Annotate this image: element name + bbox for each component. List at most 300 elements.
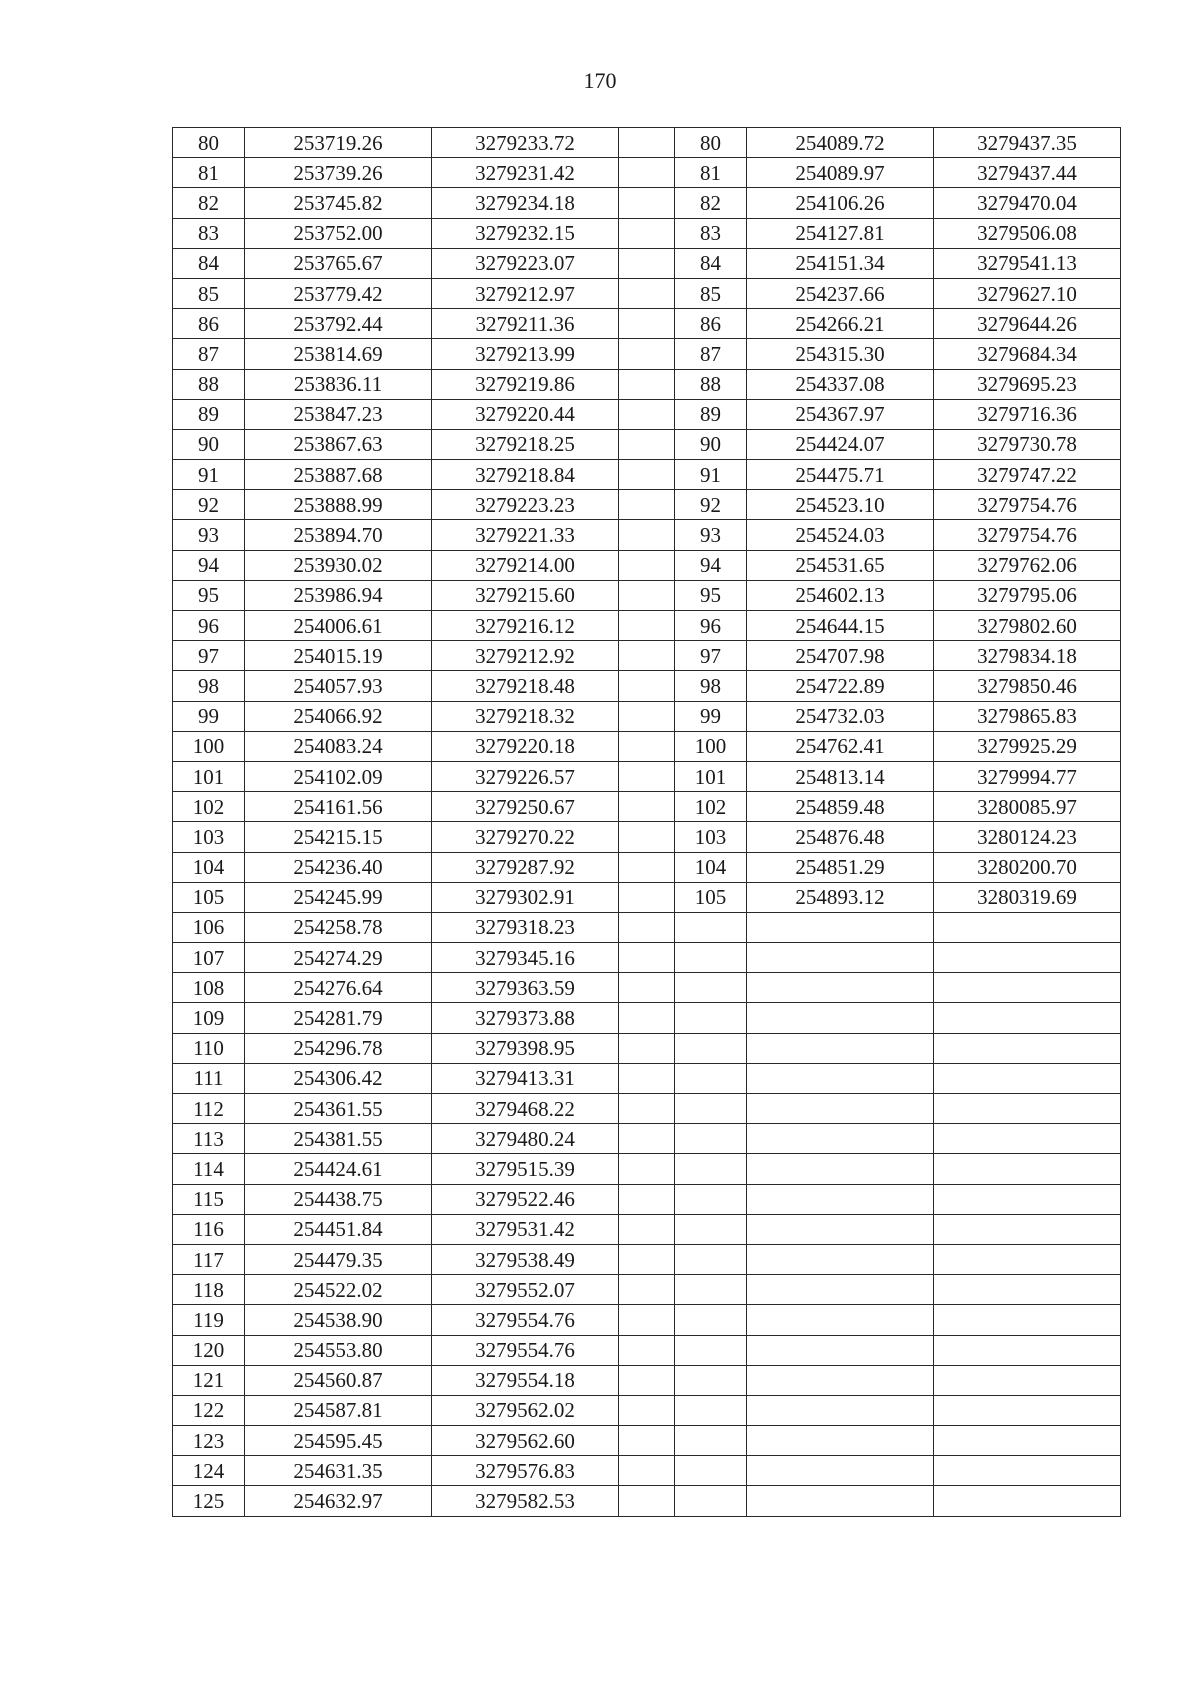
left-point-number-cell: 97 — [173, 641, 245, 671]
right-x-coordinate-cell — [747, 1003, 934, 1033]
left-y-coordinate-cell: 3279212.92 — [432, 641, 619, 671]
right-x-coordinate-cell — [747, 973, 934, 1003]
left-point-number-cell: 122 — [173, 1395, 245, 1425]
left-y-coordinate-cell: 3279562.02 — [432, 1395, 619, 1425]
left-point-number-cell: 103 — [173, 822, 245, 852]
table-row — [173, 580, 1121, 610]
table-row — [173, 339, 1121, 369]
right-point-number-cell: 104 — [675, 852, 747, 882]
right-x-coordinate-cell: 254707.98 — [747, 641, 934, 671]
right-y-coordinate-cell: 3279437.44 — [934, 158, 1121, 188]
right-y-coordinate-cell — [934, 1486, 1121, 1516]
right-x-coordinate-cell: 254475.71 — [747, 460, 934, 490]
table-row — [173, 671, 1121, 701]
left-y-coordinate-cell: 3279318.23 — [432, 912, 619, 942]
right-y-coordinate-cell — [934, 1365, 1121, 1395]
left-point-number-cell: 82 — [173, 188, 245, 218]
right-y-coordinate-cell — [934, 1244, 1121, 1274]
right-y-coordinate-cell: 3279716.36 — [934, 399, 1121, 429]
right-x-coordinate-cell — [747, 1335, 934, 1365]
table-row — [173, 1154, 1121, 1184]
left-y-coordinate-cell: 3279223.07 — [432, 248, 619, 278]
right-point-number-cell — [675, 1033, 747, 1063]
right-x-coordinate-cell — [747, 1456, 934, 1486]
gap-cell — [619, 822, 675, 852]
right-point-number-cell: 90 — [675, 429, 747, 459]
left-x-coordinate-cell: 253887.68 — [245, 460, 432, 490]
left-point-number-cell: 119 — [173, 1305, 245, 1335]
table-row — [173, 460, 1121, 490]
right-x-coordinate-cell: 254602.13 — [747, 580, 934, 610]
table-row — [173, 761, 1121, 791]
gap-cell — [619, 1365, 675, 1395]
right-x-coordinate-cell — [747, 1244, 934, 1274]
gap-cell — [619, 580, 675, 610]
left-point-number-cell: 113 — [173, 1124, 245, 1154]
right-y-coordinate-cell — [934, 912, 1121, 942]
right-x-coordinate-cell — [747, 1124, 934, 1154]
left-x-coordinate-cell: 254161.56 — [245, 792, 432, 822]
right-point-number-cell: 81 — [675, 158, 747, 188]
right-y-coordinate-cell: 3279730.78 — [934, 429, 1121, 459]
right-y-coordinate-cell — [934, 973, 1121, 1003]
table-row — [173, 943, 1121, 973]
left-point-number-cell: 98 — [173, 671, 245, 701]
left-y-coordinate-cell: 3279515.39 — [432, 1154, 619, 1184]
left-x-coordinate-cell: 253888.99 — [245, 490, 432, 520]
left-y-coordinate-cell: 3279219.86 — [432, 369, 619, 399]
gap-cell — [619, 852, 675, 882]
right-x-coordinate-cell: 254151.34 — [747, 248, 934, 278]
left-point-number-cell: 90 — [173, 429, 245, 459]
table-row — [173, 309, 1121, 339]
left-y-coordinate-cell: 3279373.88 — [432, 1003, 619, 1033]
left-point-number-cell: 93 — [173, 520, 245, 550]
gap-cell — [619, 369, 675, 399]
right-y-coordinate-cell — [934, 1094, 1121, 1124]
right-point-number-cell — [675, 1003, 747, 1033]
gap-cell — [619, 1305, 675, 1335]
right-x-coordinate-cell — [747, 1154, 934, 1184]
left-x-coordinate-cell: 254632.97 — [245, 1486, 432, 1516]
right-y-coordinate-cell: 3279754.76 — [934, 490, 1121, 520]
gap-cell — [619, 1395, 675, 1425]
right-point-number-cell — [675, 973, 747, 1003]
table-row — [173, 520, 1121, 550]
gap-cell — [619, 761, 675, 791]
right-y-coordinate-cell — [934, 1426, 1121, 1456]
gap-cell — [619, 882, 675, 912]
left-x-coordinate-cell: 254631.35 — [245, 1456, 432, 1486]
left-x-coordinate-cell: 253745.82 — [245, 188, 432, 218]
left-y-coordinate-cell: 3279223.23 — [432, 490, 619, 520]
left-point-number-cell: 117 — [173, 1244, 245, 1274]
right-point-number-cell: 96 — [675, 611, 747, 641]
table-row — [173, 128, 1121, 158]
right-x-coordinate-cell — [747, 912, 934, 942]
right-point-number-cell — [675, 1244, 747, 1274]
left-point-number-cell: 115 — [173, 1184, 245, 1214]
right-point-number-cell: 101 — [675, 761, 747, 791]
gap-cell — [619, 1486, 675, 1516]
right-point-number-cell — [675, 1063, 747, 1093]
left-x-coordinate-cell: 254306.42 — [245, 1063, 432, 1093]
left-y-coordinate-cell: 3279554.76 — [432, 1335, 619, 1365]
right-y-coordinate-cell — [934, 1395, 1121, 1425]
table-row — [173, 1063, 1121, 1093]
right-x-coordinate-cell — [747, 1426, 934, 1456]
right-x-coordinate-cell — [747, 1275, 934, 1305]
left-x-coordinate-cell: 254560.87 — [245, 1365, 432, 1395]
right-point-number-cell: 83 — [675, 218, 747, 248]
left-y-coordinate-cell: 3279522.46 — [432, 1184, 619, 1214]
left-point-number-cell: 88 — [173, 369, 245, 399]
gap-cell — [619, 1154, 675, 1184]
right-point-number-cell: 86 — [675, 309, 747, 339]
left-point-number-cell: 84 — [173, 248, 245, 278]
right-x-coordinate-cell: 254531.65 — [747, 550, 934, 580]
left-y-coordinate-cell: 3279218.25 — [432, 429, 619, 459]
left-y-coordinate-cell: 3279221.33 — [432, 520, 619, 550]
table-row — [173, 912, 1121, 942]
right-point-number-cell — [675, 1305, 747, 1335]
table-row — [173, 641, 1121, 671]
left-x-coordinate-cell: 253836.11 — [245, 369, 432, 399]
right-point-number-cell — [675, 1486, 747, 1516]
coordinate-table-body — [173, 128, 1121, 1517]
gap-cell — [619, 399, 675, 429]
gap-cell — [619, 460, 675, 490]
right-point-number-cell — [675, 912, 747, 942]
right-x-coordinate-cell: 254127.81 — [747, 218, 934, 248]
left-point-number-cell: 118 — [173, 1275, 245, 1305]
right-x-coordinate-cell — [747, 1033, 934, 1063]
left-point-number-cell: 89 — [173, 399, 245, 429]
right-y-coordinate-cell — [934, 1335, 1121, 1365]
left-point-number-cell: 124 — [173, 1456, 245, 1486]
left-point-number-cell: 108 — [173, 973, 245, 1003]
left-point-number-cell: 110 — [173, 1033, 245, 1063]
table-row — [173, 882, 1121, 912]
right-y-coordinate-cell — [934, 1214, 1121, 1244]
left-x-coordinate-cell: 254296.78 — [245, 1033, 432, 1063]
right-x-coordinate-cell: 254813.14 — [747, 761, 934, 791]
left-point-number-cell: 116 — [173, 1214, 245, 1244]
right-point-number-cell — [675, 1214, 747, 1244]
right-x-coordinate-cell — [747, 1365, 934, 1395]
gap-cell — [619, 1275, 675, 1305]
left-point-number-cell: 83 — [173, 218, 245, 248]
table-row — [173, 550, 1121, 580]
left-point-number-cell: 100 — [173, 731, 245, 761]
right-x-coordinate-cell: 254876.48 — [747, 822, 934, 852]
right-point-number-cell — [675, 1184, 747, 1214]
gap-cell — [619, 1426, 675, 1456]
right-y-coordinate-cell: 3279437.35 — [934, 128, 1121, 158]
table-row — [173, 1335, 1121, 1365]
table-row — [173, 1214, 1121, 1244]
left-x-coordinate-cell: 254361.55 — [245, 1094, 432, 1124]
gap-cell — [619, 912, 675, 942]
left-y-coordinate-cell: 3279302.91 — [432, 882, 619, 912]
gap-cell — [619, 128, 675, 158]
left-x-coordinate-cell: 254538.90 — [245, 1305, 432, 1335]
right-y-coordinate-cell — [934, 1003, 1121, 1033]
table-row — [173, 852, 1121, 882]
right-y-coordinate-cell: 3279865.83 — [934, 701, 1121, 731]
left-y-coordinate-cell: 3279215.60 — [432, 580, 619, 610]
right-y-coordinate-cell — [934, 1184, 1121, 1214]
left-y-coordinate-cell: 3279345.16 — [432, 943, 619, 973]
table-row — [173, 822, 1121, 852]
right-point-number-cell: 98 — [675, 671, 747, 701]
right-y-coordinate-cell: 3279541.13 — [934, 248, 1121, 278]
left-point-number-cell: 94 — [173, 550, 245, 580]
right-y-coordinate-cell: 3280200.70 — [934, 852, 1121, 882]
right-point-number-cell: 87 — [675, 339, 747, 369]
right-x-coordinate-cell: 254337.08 — [747, 369, 934, 399]
left-y-coordinate-cell: 3279211.36 — [432, 309, 619, 339]
right-y-coordinate-cell: 3279795.06 — [934, 580, 1121, 610]
table-row — [173, 1305, 1121, 1335]
left-x-coordinate-cell: 254015.19 — [245, 641, 432, 671]
right-y-coordinate-cell — [934, 943, 1121, 973]
left-point-number-cell: 111 — [173, 1063, 245, 1093]
left-point-number-cell: 109 — [173, 1003, 245, 1033]
left-point-number-cell: 80 — [173, 128, 245, 158]
right-point-number-cell: 105 — [675, 882, 747, 912]
right-y-coordinate-cell: 3279762.06 — [934, 550, 1121, 580]
gap-cell — [619, 1184, 675, 1214]
right-y-coordinate-cell: 3279644.26 — [934, 309, 1121, 339]
left-point-number-cell: 101 — [173, 761, 245, 791]
gap-cell — [619, 1124, 675, 1154]
right-point-number-cell — [675, 1094, 747, 1124]
gap-cell — [619, 309, 675, 339]
table-row — [173, 188, 1121, 218]
table-row — [173, 490, 1121, 520]
gap-cell — [619, 1214, 675, 1244]
table-row — [173, 158, 1121, 188]
right-x-coordinate-cell: 254315.30 — [747, 339, 934, 369]
left-x-coordinate-cell: 253930.02 — [245, 550, 432, 580]
left-y-coordinate-cell: 3279480.24 — [432, 1124, 619, 1154]
left-x-coordinate-cell: 254276.64 — [245, 973, 432, 1003]
table-row — [173, 731, 1121, 761]
right-x-coordinate-cell: 254851.29 — [747, 852, 934, 882]
gap-cell — [619, 611, 675, 641]
left-point-number-cell: 81 — [173, 158, 245, 188]
left-y-coordinate-cell: 3279234.18 — [432, 188, 619, 218]
left-x-coordinate-cell: 254438.75 — [245, 1184, 432, 1214]
left-x-coordinate-cell: 254595.45 — [245, 1426, 432, 1456]
right-y-coordinate-cell: 3280124.23 — [934, 822, 1121, 852]
left-point-number-cell: 114 — [173, 1154, 245, 1184]
right-point-number-cell — [675, 1275, 747, 1305]
table-row — [173, 1184, 1121, 1214]
left-point-number-cell: 92 — [173, 490, 245, 520]
gap-cell — [619, 973, 675, 1003]
table-row — [173, 1244, 1121, 1274]
right-point-number-cell: 103 — [675, 822, 747, 852]
left-y-coordinate-cell: 3279212.97 — [432, 278, 619, 308]
right-x-coordinate-cell — [747, 1184, 934, 1214]
right-x-coordinate-cell — [747, 1214, 934, 1244]
left-point-number-cell: 125 — [173, 1486, 245, 1516]
right-point-number-cell — [675, 1365, 747, 1395]
table-row — [173, 701, 1121, 731]
left-y-coordinate-cell: 3279218.32 — [432, 701, 619, 731]
left-y-coordinate-cell: 3279214.00 — [432, 550, 619, 580]
left-y-coordinate-cell: 3279226.57 — [432, 761, 619, 791]
left-point-number-cell: 104 — [173, 852, 245, 882]
left-point-number-cell: 107 — [173, 943, 245, 973]
right-y-coordinate-cell: 3279695.23 — [934, 369, 1121, 399]
left-point-number-cell: 85 — [173, 278, 245, 308]
gap-cell — [619, 218, 675, 248]
gap-cell — [619, 1094, 675, 1124]
left-x-coordinate-cell: 254245.99 — [245, 882, 432, 912]
left-y-coordinate-cell: 3279250.67 — [432, 792, 619, 822]
table-row — [173, 248, 1121, 278]
right-point-number-cell: 102 — [675, 792, 747, 822]
left-y-coordinate-cell: 3279287.92 — [432, 852, 619, 882]
table-row — [173, 1395, 1121, 1425]
left-x-coordinate-cell: 253779.42 — [245, 278, 432, 308]
right-y-coordinate-cell: 3279684.34 — [934, 339, 1121, 369]
right-x-coordinate-cell: 254893.12 — [747, 882, 934, 912]
gap-cell — [619, 188, 675, 218]
left-x-coordinate-cell: 253739.26 — [245, 158, 432, 188]
right-y-coordinate-cell — [934, 1033, 1121, 1063]
left-x-coordinate-cell: 253719.26 — [245, 128, 432, 158]
gap-cell — [619, 278, 675, 308]
right-y-coordinate-cell: 3279627.10 — [934, 278, 1121, 308]
table-row — [173, 399, 1121, 429]
left-x-coordinate-cell: 253986.94 — [245, 580, 432, 610]
table-row — [173, 369, 1121, 399]
left-x-coordinate-cell: 254057.93 — [245, 671, 432, 701]
right-point-number-cell: 94 — [675, 550, 747, 580]
right-point-number-cell: 99 — [675, 701, 747, 731]
left-point-number-cell: 96 — [173, 611, 245, 641]
right-y-coordinate-cell: 3280319.69 — [934, 882, 1121, 912]
left-x-coordinate-cell: 254522.02 — [245, 1275, 432, 1305]
gap-cell — [619, 550, 675, 580]
right-x-coordinate-cell: 254089.97 — [747, 158, 934, 188]
right-point-number-cell — [675, 1456, 747, 1486]
gap-cell — [619, 1033, 675, 1063]
right-x-coordinate-cell — [747, 1486, 934, 1516]
right-point-number-cell — [675, 1426, 747, 1456]
gap-cell — [619, 429, 675, 459]
left-point-number-cell: 102 — [173, 792, 245, 822]
right-point-number-cell — [675, 1124, 747, 1154]
left-y-coordinate-cell: 3279552.07 — [432, 1275, 619, 1305]
right-x-coordinate-cell: 254237.66 — [747, 278, 934, 308]
table-row — [173, 1486, 1121, 1516]
gap-cell — [619, 520, 675, 550]
right-point-number-cell: 92 — [675, 490, 747, 520]
left-y-coordinate-cell: 3279218.84 — [432, 460, 619, 490]
left-y-coordinate-cell: 3279576.83 — [432, 1456, 619, 1486]
right-x-coordinate-cell — [747, 1305, 934, 1335]
gap-cell — [619, 1244, 675, 1274]
right-y-coordinate-cell — [934, 1275, 1121, 1305]
right-y-coordinate-cell: 3279834.18 — [934, 641, 1121, 671]
left-x-coordinate-cell: 253867.63 — [245, 429, 432, 459]
right-y-coordinate-cell — [934, 1154, 1121, 1184]
left-x-coordinate-cell: 254451.84 — [245, 1214, 432, 1244]
left-x-coordinate-cell: 254381.55 — [245, 1124, 432, 1154]
page-number: 170 — [583, 68, 617, 93]
right-y-coordinate-cell: 3280085.97 — [934, 792, 1121, 822]
left-x-coordinate-cell: 254553.80 — [245, 1335, 432, 1365]
right-y-coordinate-cell — [934, 1124, 1121, 1154]
left-point-number-cell: 106 — [173, 912, 245, 942]
gap-cell — [619, 641, 675, 671]
right-point-number-cell: 91 — [675, 460, 747, 490]
right-x-coordinate-cell: 254722.89 — [747, 671, 934, 701]
left-y-coordinate-cell: 3279233.72 — [432, 128, 619, 158]
gap-cell — [619, 943, 675, 973]
left-point-number-cell: 87 — [173, 339, 245, 369]
right-x-coordinate-cell: 254266.21 — [747, 309, 934, 339]
gap-cell — [619, 248, 675, 278]
right-x-coordinate-cell: 254367.97 — [747, 399, 934, 429]
left-point-number-cell: 120 — [173, 1335, 245, 1365]
left-point-number-cell: 105 — [173, 882, 245, 912]
gap-cell — [619, 1003, 675, 1033]
left-y-coordinate-cell: 3279218.48 — [432, 671, 619, 701]
left-x-coordinate-cell: 253814.69 — [245, 339, 432, 369]
right-x-coordinate-cell: 254859.48 — [747, 792, 934, 822]
right-x-coordinate-cell — [747, 1063, 934, 1093]
right-point-number-cell: 80 — [675, 128, 747, 158]
table-row — [173, 1033, 1121, 1063]
left-x-coordinate-cell: 254066.92 — [245, 701, 432, 731]
right-x-coordinate-cell: 254106.26 — [747, 188, 934, 218]
left-x-coordinate-cell: 253894.70 — [245, 520, 432, 550]
right-point-number-cell — [675, 1335, 747, 1365]
right-x-coordinate-cell: 254762.41 — [747, 731, 934, 761]
left-x-coordinate-cell: 254006.61 — [245, 611, 432, 641]
right-y-coordinate-cell — [934, 1456, 1121, 1486]
left-y-coordinate-cell: 3279231.42 — [432, 158, 619, 188]
gap-cell — [619, 701, 675, 731]
left-x-coordinate-cell: 254479.35 — [245, 1244, 432, 1274]
right-x-coordinate-cell: 254732.03 — [747, 701, 934, 731]
right-y-coordinate-cell: 3279506.08 — [934, 218, 1121, 248]
right-x-coordinate-cell — [747, 943, 934, 973]
left-y-coordinate-cell: 3279270.22 — [432, 822, 619, 852]
left-point-number-cell: 121 — [173, 1365, 245, 1395]
right-point-number-cell: 89 — [675, 399, 747, 429]
left-y-coordinate-cell: 3279213.99 — [432, 339, 619, 369]
table-row — [173, 1003, 1121, 1033]
left-point-number-cell: 86 — [173, 309, 245, 339]
gap-cell — [619, 792, 675, 822]
left-y-coordinate-cell: 3279562.60 — [432, 1426, 619, 1456]
right-x-coordinate-cell — [747, 1395, 934, 1425]
gap-cell — [619, 339, 675, 369]
left-y-coordinate-cell: 3279413.31 — [432, 1063, 619, 1093]
right-y-coordinate-cell — [934, 1063, 1121, 1093]
right-x-coordinate-cell: 254089.72 — [747, 128, 934, 158]
right-x-coordinate-cell: 254644.15 — [747, 611, 934, 641]
left-y-coordinate-cell: 3279220.18 — [432, 731, 619, 761]
left-x-coordinate-cell: 253847.23 — [245, 399, 432, 429]
